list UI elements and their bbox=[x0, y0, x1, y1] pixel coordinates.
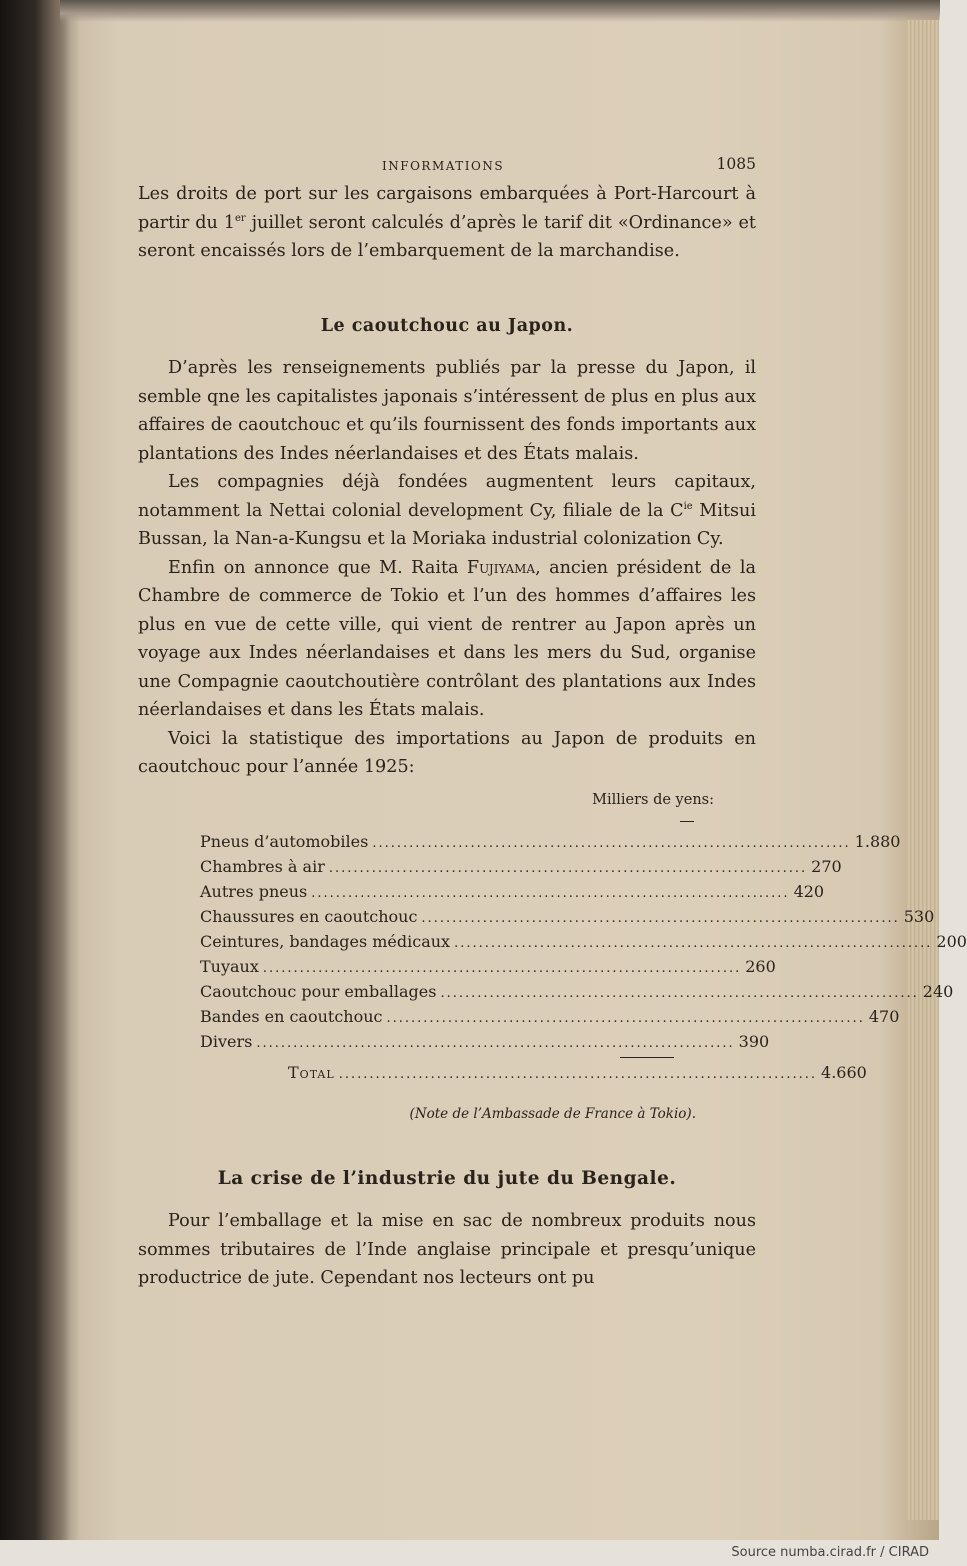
stat-value: 1.880 bbox=[854, 832, 901, 851]
leader-dots: .............................................................................. bbox=[372, 836, 851, 851]
import-statistics-table bbox=[200, 830, 967, 1055]
stat-row bbox=[200, 930, 967, 955]
leader-dots: .............................................................................. bbox=[256, 1036, 735, 1051]
running-title: INFORMATIONS bbox=[382, 159, 505, 173]
stat-label: Ceintures, bandages médicaux bbox=[200, 932, 451, 951]
stat-label: Autres pneus bbox=[200, 882, 308, 901]
stat-row bbox=[200, 905, 935, 930]
compagnie-superscript: ie bbox=[683, 500, 693, 512]
stat-row bbox=[200, 855, 842, 880]
paragraph-statistique: Voici la statistique des importations au Japon de produits en caoutchouc pour l’année 1925: bbox=[138, 728, 756, 777]
leader-dots: .............................................................................. bbox=[262, 961, 742, 976]
source-credit: Source numba.cirad.fr / CIRAD bbox=[731, 1545, 929, 1560]
book-binding-shadow bbox=[0, 0, 70, 1540]
section-title-jute: La crise de l’industrie du jute du Bengale. bbox=[217, 1167, 677, 1189]
stat-row bbox=[200, 980, 954, 1005]
leader-dots: .............................................................................. bbox=[311, 886, 790, 901]
compagnies-text-before: Les compagnies déjà fondées augmentent leurs capitaux, notamment la Nettai colonial development Cy, filiale de la C bbox=[138, 472, 756, 521]
units-label: Milliers de yens: bbox=[592, 791, 714, 808]
total-row bbox=[288, 1061, 867, 1086]
running-header bbox=[138, 150, 756, 180]
total-value: 4.660 bbox=[821, 1063, 867, 1082]
paragraph-presse: D’après les renseignements publiés par la presse du Japon, il semble qne les capitalistes japonais s’intéressent de plus en plus aux affaires de caoutchouc et qu’ils fournissent des fonds importants aux plantations des Indes néerlandaises et des États malais. bbox=[138, 358, 756, 464]
total-rule bbox=[200, 1055, 674, 1061]
total-block bbox=[200, 1055, 674, 1061]
paragraph-fujiyama bbox=[138, 554, 756, 725]
stat-label: Caoutchouc pour emballages bbox=[200, 982, 437, 1001]
leader-dots: .............................................................................. bbox=[338, 1067, 818, 1082]
paragraph-jute: Pour l’emballage et la mise en sac de nombreux produits nous sommes tributaires de l’Inde anglaise principale et presqu’unique productrice de jute. Cependant nos lecteurs ont pu bbox=[138, 1211, 756, 1288]
stat-value: 390 bbox=[738, 1032, 770, 1051]
stat-label: Chambres à air bbox=[200, 857, 325, 876]
leader-dots: .............................................................................. bbox=[440, 986, 919, 1001]
leader-dots: .............................................................................. bbox=[328, 861, 808, 876]
stat-value: 420 bbox=[793, 882, 825, 901]
total-row-wrapper bbox=[288, 1061, 867, 1086]
page-number: 1085 bbox=[716, 155, 756, 173]
intro-text-after: juillet seront calculés d’après le tarif dit «Ordinance» et seront encaissés lors de l’embarquement de la marchandise. bbox=[138, 212, 756, 261]
stat-value: 260 bbox=[745, 957, 776, 976]
fujiyama-text-after: , ancien président de la Chambre de commerce de Tokio et l’un des hommes d’affaires les plus en vue de cette ville, qui vient de rentrer au Japon après un voyage aux Indes néerlandaises et dans les mers du Sud, organise une Compagnie caoutchoutière contrôlant des plantations aux Indes néerlandaises et dans les États malais. bbox=[138, 557, 756, 720]
leader-dots: .............................................................................. bbox=[386, 1011, 865, 1026]
stat-row bbox=[200, 830, 901, 855]
fujiyama-text-before: Enfin on annonce que M. Raita bbox=[168, 557, 467, 578]
stat-value: 200 bbox=[936, 932, 967, 951]
page-stack-edge bbox=[907, 20, 939, 1520]
units-dash bbox=[138, 814, 756, 830]
intro-superscript: er bbox=[234, 212, 246, 224]
leader-dots: .............................................................................. bbox=[421, 911, 900, 926]
paragraph-compagnies bbox=[138, 468, 756, 554]
stat-row bbox=[200, 1030, 770, 1055]
intro-paragraph bbox=[138, 180, 756, 266]
stat-value: 470 bbox=[868, 1007, 900, 1026]
person-name: Fujiyama bbox=[466, 557, 536, 578]
stat-value: 240 bbox=[922, 982, 954, 1001]
stat-label: Chaussures en caoutchouc bbox=[200, 907, 418, 926]
stat-value: 270 bbox=[811, 857, 842, 876]
stat-row bbox=[200, 880, 825, 905]
stat-label: Pneus d’automobiles bbox=[200, 832, 369, 851]
page-content bbox=[138, 150, 967, 1293]
stat-label: Divers bbox=[200, 1032, 253, 1051]
section-title-caoutchouc: Le caoutchouc au Japon. bbox=[320, 315, 574, 336]
stat-row bbox=[200, 1005, 900, 1030]
intro-text-before: Les droits de port sur les cargaisons embarquées à Port-Harcourt à partir du 1 bbox=[138, 184, 756, 233]
source-note: (Note de l’Ambassade de France à Tokio). bbox=[409, 1106, 696, 1122]
book-top-edge bbox=[60, 0, 940, 22]
leader-dots: .............................................................................. bbox=[454, 936, 933, 951]
stat-label: Bandes en caoutchouc bbox=[200, 1007, 383, 1026]
stat-row bbox=[200, 955, 776, 980]
compagnies-text-after: Mitsui Bussan, la Nan-a-Kungsu et la Moriaka industrial colonization Cy. bbox=[138, 500, 757, 549]
stat-value: 530 bbox=[903, 907, 935, 926]
stat-label: Tuyaux bbox=[200, 957, 259, 976]
total-label: Total bbox=[288, 1063, 335, 1082]
